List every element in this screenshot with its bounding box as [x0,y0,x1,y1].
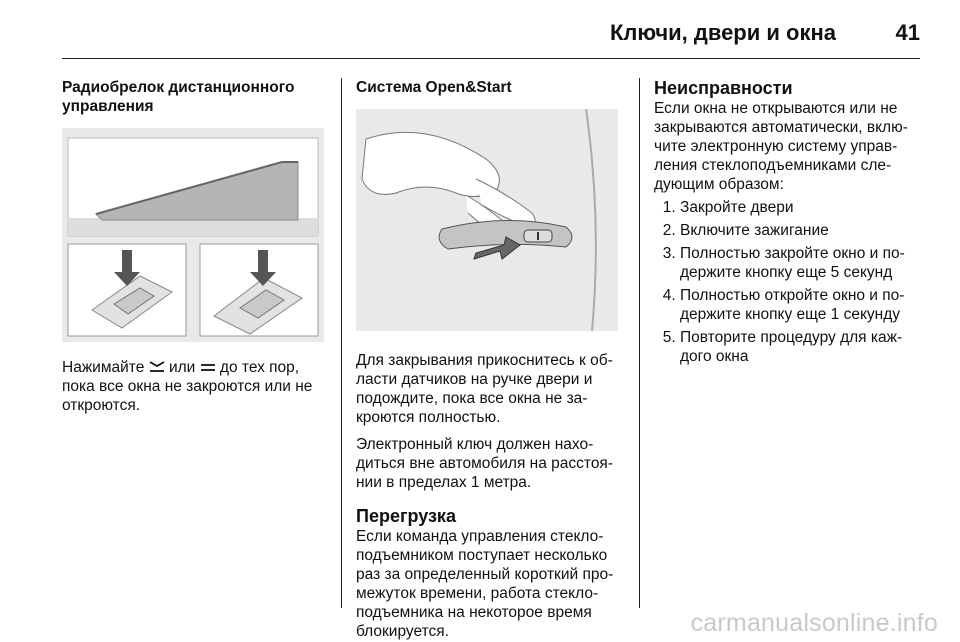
page-header [62,14,920,59]
door-handle-figure [356,109,618,331]
window-close-icon [149,361,165,373]
step-5: 5. Повторите процедуру для каж-дого окна [680,328,930,366]
open-start-para2: Электронный ключ должен нахо-диться вне автомобиля на расстоя-нии в пределах 1 метра. [356,436,613,491]
column-divider-2 [639,78,640,608]
column-remote-control [62,78,324,415]
page-title: Ключи, двери и окна [610,20,836,45]
watermark: carmanualsonline.info [690,609,938,637]
step-4: 4. Полностью откройте окно и по-держите кнопку еще 1 секунду [680,286,930,324]
overload-para: Если команда управления стекло-подъемником поступает несколько раз за определенный короткий про-межуток времени, работа стекло-подъемника на некоторое время блокируется. [356,528,614,640]
step-3: 3. Полностью закройте окно и по-держите кнопку еще 5 секунд [680,244,930,282]
column-malfunctions [654,78,930,370]
column-open-start [356,78,626,641]
open-start-heading: Система Open&Start [356,79,512,96]
page-number: 41 [895,20,920,45]
step-2: 2. Включите зажигание [680,221,930,240]
remote-heading: Радиобрелок дистанционного управления [62,79,295,115]
open-start-para1: Для закрывания прикоснитесь к об-ласти датчиков на ручке двери и подождите, пока все окна не за-кроются полностью. [356,352,613,426]
remote-instruction-text: Нажимайте или до тех пор, пока все окна не закроются или не откроются. [62,359,313,414]
remote-illustration [62,128,324,342]
malfunctions-heading: Неисправности [654,78,793,98]
window-open-icon [200,361,216,373]
malfunctions-steps [654,198,930,366]
column-divider-1 [341,78,342,608]
overload-heading: Перегрузка [356,506,456,526]
step-1: 1. Закройте двери [680,198,930,217]
door-handle-illustration [356,109,618,331]
remote-figure [62,128,324,342]
malfunctions-intro: Если окна не открываются или не закрываются автоматически, вклю-чите электронную систему управ-ления стеклоподъемниками сле-дующим образом: [654,100,908,193]
